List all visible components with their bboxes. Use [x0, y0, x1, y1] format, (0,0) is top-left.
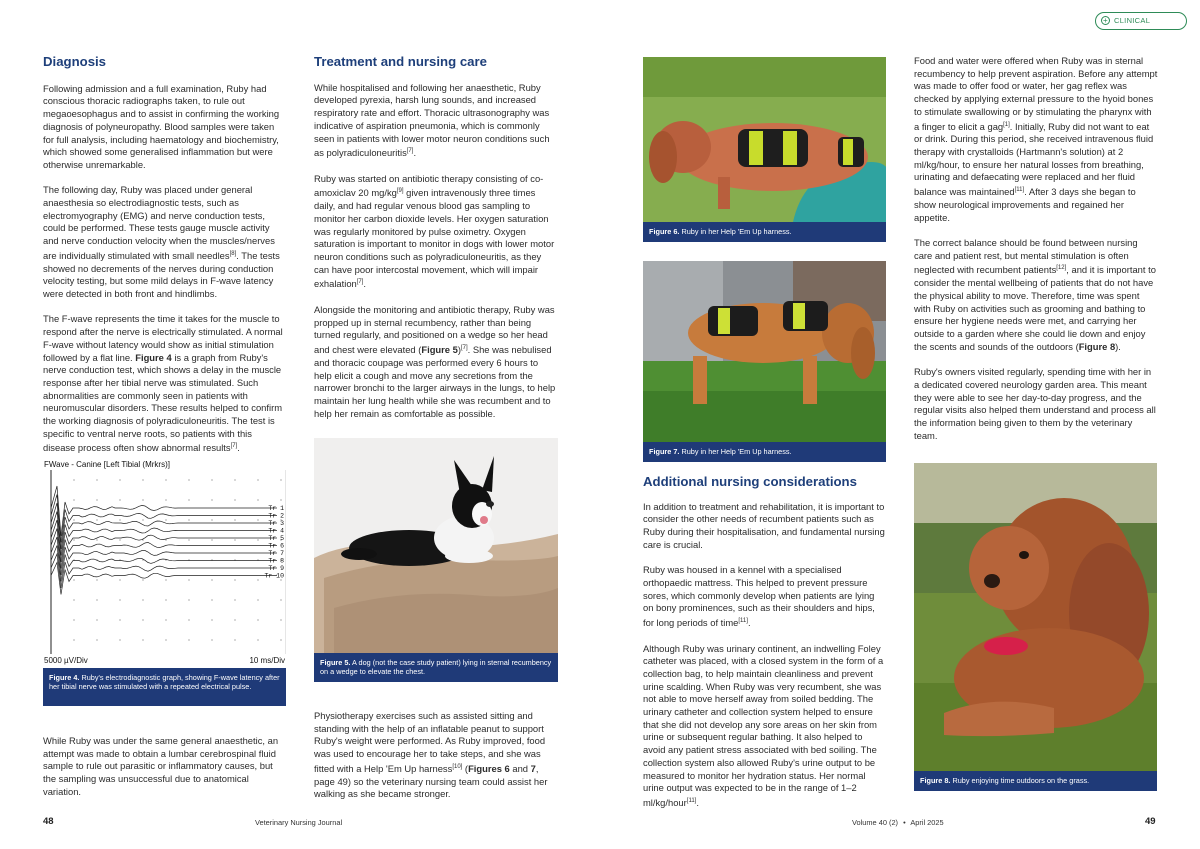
text: is a graph from Ruby's nerve conduction test, which shows a delay in the muscle response after her tibial nerve was stimulated. Such abnormalities are commonly seen in patients with neuromuscular disorders. These results helped to confirm the working diagnosis of polyradiculoneuritis. The test is specific to ventral nerve roots, so patients with this disease process often show abnormal results: [43, 351, 283, 454]
column-diagnosis-end: [43, 735, 286, 811]
caption-figure-8: [914, 771, 1157, 791]
text: ).: [1115, 340, 1121, 352]
paragraph: [914, 55, 1158, 224]
column-right: [914, 55, 1158, 455]
reference: [9]: [396, 188, 404, 195]
grid-dot: [73, 619, 74, 620]
grid-dot: [234, 579, 235, 580]
grid-dot: [96, 579, 97, 580]
paragraph: [314, 173, 558, 292]
grid-dot: [73, 499, 74, 500]
grid-dot: [165, 639, 166, 640]
text: . The tests showed no decrements of the nerves during conduction velocity testing, but some mild delays in F-wave latency were detected in both front and hindlimbs.: [43, 249, 280, 300]
caption-text: Ruby in her Help 'Em Up harness.: [679, 447, 792, 456]
issue-volume: Volume 40 (2): [852, 818, 899, 827]
grid-dot: [188, 619, 189, 620]
figure-ref: Figure 8: [1078, 340, 1116, 352]
paragraph: [643, 564, 886, 630]
grid-dot: [165, 599, 166, 600]
text: The following day, Ruby was placed under general anaesthesia so electrodiagnostic tests, such as electromyography (EMG) and nerve conduction tests, could be performed. These tests gauge muscle activity and nerve conduction velocity when the muscles/nerves are individually stimulated with small needles: [43, 184, 275, 261]
grid-dot: [257, 539, 258, 540]
grid-dot: [142, 499, 143, 500]
grid-dot: [119, 599, 120, 600]
text: The correct balance should be found between nursing care and patient rest, but mental stimulation is often neglected with recumbent patients: [914, 237, 1138, 276]
graph-scale-right: 10 ms/Div: [249, 656, 285, 665]
caption-text: Ruby enjoying time outdoors on the grass.: [950, 776, 1090, 785]
caption-text: A dog (not the case study patient) lying in sternal recumbency on a wedge to elevate the chest.: [320, 658, 552, 677]
section-badge-label: CLINICAL: [1114, 16, 1151, 25]
text: . After 3 days she began to show neurological improvements and regained her appetite.: [914, 186, 1136, 223]
trace-line: [51, 537, 277, 575]
grid-dot: [211, 539, 212, 540]
caption-figure-7: [643, 442, 886, 462]
reference: [8]: [229, 250, 237, 257]
column-treatment: [314, 56, 558, 433]
grid-dot: [280, 619, 281, 620]
grid-dot: [234, 599, 235, 600]
paragraph: [643, 501, 886, 552]
trace-label: Tr 1: [268, 505, 284, 512]
dog-on-wedge-illustration: [314, 438, 558, 653]
grid-dot: [188, 539, 189, 540]
fwave-graph-svg: [43, 458, 286, 668]
figure-6-photo: [643, 57, 886, 222]
trace-label: Tr 6: [268, 542, 284, 550]
reference: [11]: [1014, 187, 1025, 194]
trace-line: [51, 512, 277, 556]
grid-dot: [211, 499, 212, 500]
paragraph: [43, 83, 286, 172]
grid-dot: [73, 579, 74, 580]
reference: [11]: [738, 618, 748, 625]
section-badge: [1095, 12, 1187, 30]
text: Physiotherapy exercises such as assisted sitting and standing with the help of an inflatable peanut to support Ruby's weight were performed. As Ruby improved, food was used to encourage her to take steps, and she was fitted with a Help 'Em Up harness: [314, 710, 546, 774]
text: The F-wave represents the time it takes for the muscle to respond after the nerve is electrically stimulated. A normal F-wave without latency would show as initial stimulation followed by a flat line.: [43, 313, 283, 363]
text: Following admission and a full examination, Ruby had conscious thoracic radiographs taken, to rule out megaoesophagus and to assist in confirming the working diagnosis of polyneuropathy. Blood samples were taken for full analysis, including haematology and biochemistry, which showed some generalised inflammation but were otherwise unremarkable.: [43, 82, 280, 170]
issue-date: April 2025: [910, 818, 944, 827]
footer-journal: Veterinary Nursing Journal: [255, 818, 343, 827]
grid-dot: [119, 539, 120, 540]
grid-dot: [96, 639, 97, 640]
caption-figure-4: [43, 668, 286, 706]
text: .: [696, 797, 699, 809]
text: .: [747, 617, 751, 629]
graph-scale-left: 5000 µV/Div: [44, 656, 88, 665]
grid-dot: [211, 479, 212, 480]
grid-dot: [73, 539, 74, 540]
caption-label: Figure 5.: [320, 658, 351, 667]
grid-dot: [188, 579, 189, 580]
text: . Initially, Ruby did not want to eat or drink. During this period, she received intravenous fluid therapy with crystalloids (Hartmann's solution) at 2 ml/kg/hour, to ensure her natural losses from breathing, urinating and defaecating were replaced and her fluid balance was maintained: [914, 120, 1154, 198]
reference: [11]: [686, 797, 697, 804]
text: ): [457, 344, 461, 356]
text: , and it is important to consider the mental wellbeing of patients that do not have the physical ability to move. Therefore, time was spent with Ruby on activities such as grooming and bathing to ensure her hygiene needs were met, and carrying her outside to a garden where she could lie down and enjoy the scents and sounds of the outdoors (: [914, 264, 1156, 352]
grid-dot: [73, 479, 74, 480]
caption-text: Ruby's electrodiagnostic graph, showing F-wave latency after her tibial nerve was stimulated with a repeated electrical pulse.: [49, 673, 280, 692]
figure-7-photo: [643, 261, 886, 442]
footer-bullet: •: [903, 818, 906, 827]
fwave-graph: [43, 458, 286, 668]
reference: [1]: [1003, 121, 1010, 128]
trace-line: [51, 520, 277, 562]
grid-dot: [96, 519, 97, 520]
heading-diagnosis: Diagnosis: [43, 54, 107, 69]
grid-dot: [257, 639, 258, 640]
text: Food and water were offered when Ruby was in sternal recumbency to help prevent aspiration. Before any attempt was made to offer food or water, her gag reflex was checked by applying external pressure to the hyoid bones to stimulate swallowing or by stimulating the pharynx with a finger to elicit a gag: [914, 55, 1158, 132]
trace-line: [51, 486, 277, 536]
grid-dot: [96, 479, 97, 480]
trace-label: Tr 8: [268, 557, 284, 565]
text: .: [237, 442, 240, 454]
grid-dot: [165, 619, 166, 620]
paragraph: [43, 313, 286, 455]
grid-dot: [188, 519, 189, 520]
graph-traces: [51, 486, 277, 595]
grid-dot: [119, 619, 120, 620]
column-treatment-end: [314, 710, 558, 814]
grid-dot: [234, 519, 235, 520]
reference: [12]: [1056, 265, 1067, 272]
grid-dot: [142, 579, 143, 580]
column-diagnosis: [43, 56, 286, 468]
trace-label: Tr 9: [268, 565, 284, 572]
grid-dot: [119, 499, 120, 500]
grid-dot: [142, 519, 143, 520]
reference: [7]: [230, 443, 238, 450]
text: and: [509, 762, 531, 774]
text: Ruby was housed in a kennel with a specialised orthopaedic mattress. This helped to prevent pressure sores, which commonly develop when patients are lying on bony prominences, such as their shoulders and hips, for long periods of time: [643, 564, 875, 629]
paragraph: [914, 237, 1158, 353]
caption-text: Ruby in her Help 'Em Up harness.: [679, 227, 792, 236]
graph-title: FWave - Canine [Left Tibial (Mrkrs)]: [44, 460, 170, 469]
grid-dot: [188, 499, 189, 500]
figure-ref: Figure 5: [421, 344, 458, 356]
text: Although Ruby was urinary continent, an indwelling Foley catheter was placed, with a closed system in the form of a collection bag, to help maintain cleanliness and prevent urine scalding. When Ruby was very recumbent, she was not able to move herself away from soiled bedding. The urinary catheter and collection system helped to ensure that she did not develop any sore areas on her skin from urine or subsequent regular bathing. It also helped to avoid any patient stress associated with bed soiling. The collection system also allowed Ruby's urine output to be measured to monitor her hydration status. Her normal urine output was expected to be in the range of 1–2 ml/kg/hour: [643, 642, 884, 809]
grid-dot: [142, 599, 143, 600]
paragraph: [43, 735, 286, 799]
caption-label: Figure 7.: [649, 447, 680, 456]
caption-label: Figure 4.: [49, 673, 80, 682]
grid-dot: [211, 519, 212, 520]
caption-figure-6: [643, 222, 886, 242]
grid-dot: [234, 639, 235, 640]
grid-dot: [257, 579, 258, 580]
grid-dot: [211, 579, 212, 580]
grid-dot: [211, 599, 212, 600]
grid-dot: [73, 519, 74, 520]
grid-dot: [280, 579, 281, 580]
paragraph: [914, 366, 1158, 442]
grid-dot: [257, 499, 258, 500]
grid-dot: [119, 579, 120, 580]
grid-dot: [188, 599, 189, 600]
grid-dot: [280, 639, 281, 640]
paragraph: [43, 184, 286, 300]
grid-dot: [234, 479, 235, 480]
text: given intravenously three times daily, and had regular venous blood gas sampling to monitor her carbon dioxide levels. Her oxygen saturation was regularly monitored by pulse oximetry. Oxygen saturation is important to monitor in dogs with lower motor neuron conditions such as polyradiculoneuritis, as they can have poor intercostal movement, which will impair exhalation: [314, 187, 555, 290]
grid-dot: [96, 599, 97, 600]
dog-harness-photo-1: [643, 57, 886, 222]
trace-label: Tr 7: [268, 550, 284, 557]
grid-dot: [188, 479, 189, 480]
trace-line: [51, 503, 277, 549]
grid-dot: [257, 519, 258, 520]
plus-circle-icon: +: [1101, 16, 1110, 25]
reference: [7]: [356, 279, 364, 286]
grid-dot: [165, 499, 166, 500]
paragraph: [314, 304, 558, 420]
caption-label: Figure 6.: [649, 227, 680, 236]
grid-dot: [165, 519, 166, 520]
figure-ref: Figure 4: [135, 351, 172, 363]
figure-ref: Figures 6: [468, 762, 510, 774]
grid-dot: [165, 579, 166, 580]
grid-dot: [257, 619, 258, 620]
trace-label: Tr 2: [268, 512, 284, 520]
text: . She was nebulised and thoracic coupage was performed every 6 hours to help elicit a cough and move any secretions from the narrower bronchi to the larger airways in the lungs, to help maintain her lung health while she was recumbent and to help her remain as comfortable as possible.: [314, 344, 556, 419]
column-additional: [643, 476, 886, 822]
dog-on-grass-photo: [914, 463, 1157, 771]
reference: [7]: [406, 148, 414, 155]
paragraph: [314, 82, 558, 160]
grid-dot: [96, 499, 97, 500]
caption-label: Figure 8.: [920, 776, 951, 785]
text: , page 49) so the veterinary nursing team could assist her walking as she became stronger.: [314, 762, 548, 800]
grid-dot: [280, 499, 281, 500]
trace-label: Tr 5: [268, 535, 284, 542]
trace-label: Tr 4: [268, 527, 284, 535]
text: While hospitalised and following her anaesthetic, Ruby developed pyrexia, harsh lung sounds, and increased respiratory rate and effort. Thoracic ultrasonography was indicative of aspiration pneumonia, which is commonly seen in patients with lower motor neuron conditions such as polyradiculoneuritis: [314, 81, 550, 159]
text: .: [363, 278, 367, 290]
grid-dot: [211, 619, 212, 620]
grid-dot: [257, 599, 258, 600]
grid-dot: [280, 599, 281, 600]
graph-trace-labels: [264, 505, 284, 580]
grid-dot: [119, 479, 120, 480]
grid-dot: [234, 539, 235, 540]
grid-dot: [119, 639, 120, 640]
grid-dot: [257, 479, 258, 480]
reference: [10]: [452, 763, 463, 770]
grid-dot: [234, 619, 235, 620]
grid-dot: [188, 639, 189, 640]
caption-figure-5: [314, 653, 558, 682]
figure-5-photo: [314, 438, 558, 653]
grid-dot: [280, 479, 281, 480]
grid-dot: [96, 539, 97, 540]
grid-dot: [142, 619, 143, 620]
trace-line: [51, 495, 277, 543]
text: While Ruby was under the same general anaesthetic, an attempt was made to obtain a lumbar cerebrospinal fluid sample to rule out parasitic or inflammatory causes, but the sampling was unsuccessful due to anatomical variation.: [43, 735, 279, 797]
page-number-left: 48: [43, 816, 54, 827]
grid-dot: [73, 599, 74, 600]
grid-dot: [165, 479, 166, 480]
footer-issue: [852, 818, 944, 827]
grid-dot: [119, 519, 120, 520]
grid-dot: [234, 499, 235, 500]
reference: [7]: [460, 345, 468, 352]
trace-label: Tr 10: [264, 572, 284, 580]
trace-label: Tr 3: [268, 520, 284, 527]
graph-grid: [73, 479, 281, 640]
page-number-right: 49: [1145, 816, 1156, 827]
dog-harness-photo-2: [643, 261, 886, 442]
text: In addition to treatment and rehabilitation, it is important to consider the other needs of recumbent patients such as Ruby during their hospitalisation, and fundamental nursing care is crucial.: [643, 500, 885, 550]
text: .: [413, 147, 417, 159]
grid-dot: [73, 639, 74, 640]
grid-dot: [142, 479, 143, 480]
figure-8-photo: [914, 463, 1157, 771]
text: Ruby was started on antibiotic therapy consisting of co-amoxiclav 20 mg/kg: [314, 172, 544, 199]
text: Ruby's owners visited regularly, spending time with her in a dedicated covered neurology garden area. This meant they were able to see her day-to-day progress, and the regular visits also helped them understand and process all the information being given to them by the veterinary team.: [914, 366, 1156, 441]
grid-dot: [142, 639, 143, 640]
grid-dot: [165, 539, 166, 540]
trace-line: [51, 529, 277, 569]
heading-additional: Additional nursing considerations: [643, 474, 857, 489]
figure-ref: 7: [530, 762, 536, 774]
text: Alongside the monitoring and antibiotic therapy, Ruby was propped up in sternal recumbency, rather than being turned regularly, and positioned on a wedge so her head and chest were elevated (: [314, 304, 555, 356]
grid-dot: [96, 619, 97, 620]
text: (: [462, 762, 469, 774]
grid-dot: [211, 639, 212, 640]
heading-treatment: Treatment and nursing care: [314, 54, 487, 69]
paragraph: [643, 643, 886, 810]
paragraph: [314, 710, 558, 801]
